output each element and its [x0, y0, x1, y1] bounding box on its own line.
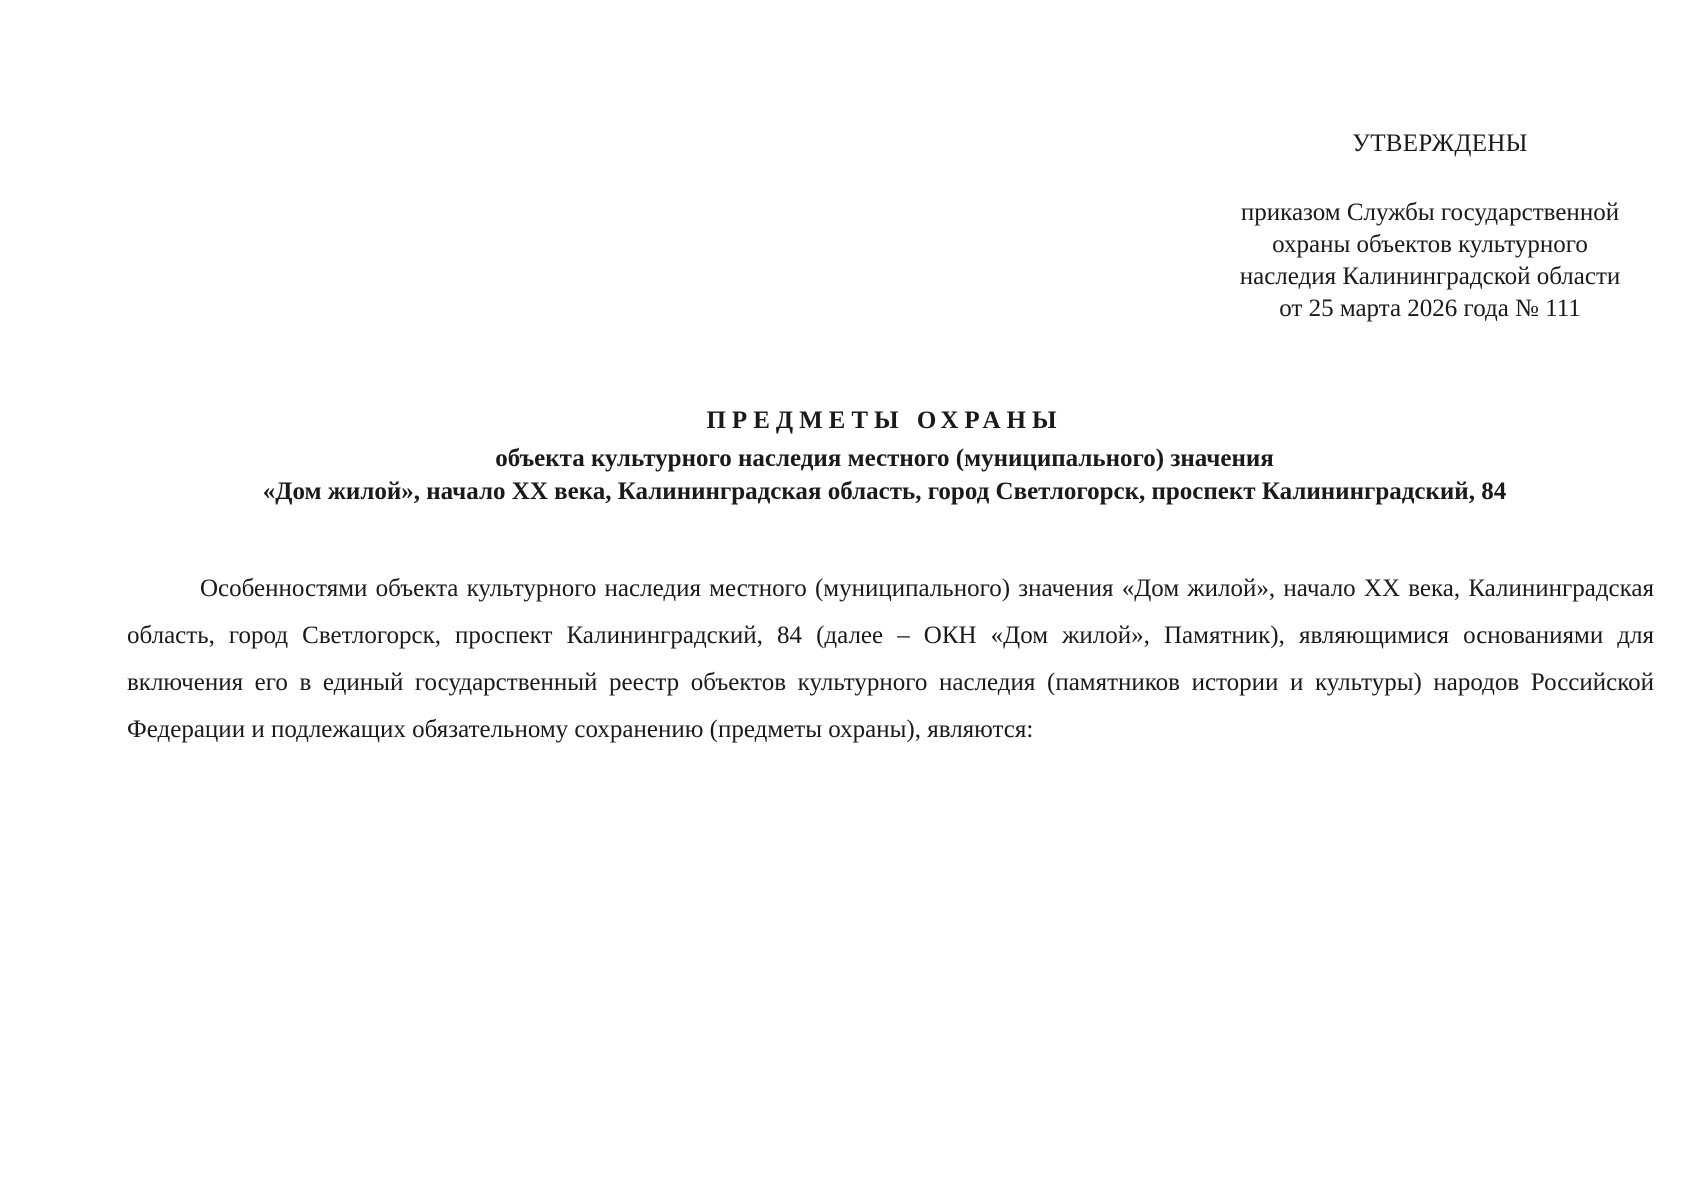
approval-line: охраны объектов культурного	[1272, 231, 1588, 258]
document-subtitle	[36, 442, 1697, 508]
approval-line: приказом Службы государственной	[1240, 199, 1620, 226]
subtitle-line: объекта культурного наследия местного (муниципального) значения	[495, 445, 1274, 472]
body-paragraph: Особенностями объекта культурного наследия местного (муниципального) значения «Дом жилой», начало XX века, Калининградская область, город Светлогорск, проспект Калининградский, 84 (далее – ОКН «Дом жилой», Памятник), являющимися основаниями для включения его в единый государственный реестр объектов культурного наследия (памятников истории и культуры) народов Российской Федерации и подлежащих обязательному сохранению (предметы охраны), являются:	[127, 575, 1654, 743]
approval-heading: УТВЕРЖДЕНЫ	[1352, 130, 1528, 157]
subtitle-line: «Дом жилой», начало XX века, Калининградская область, город Светлогорск, проспект Калининградский, 84	[262, 478, 1507, 505]
document-title: ПРЕДМЕТЫ ОХРАНЫ	[706, 407, 1063, 434]
approval-line: наследия Калининградской области	[1239, 263, 1621, 290]
approval-block	[1200, 197, 1660, 325]
approval-line: от 25 марта 2026 года № 111	[1279, 295, 1581, 322]
